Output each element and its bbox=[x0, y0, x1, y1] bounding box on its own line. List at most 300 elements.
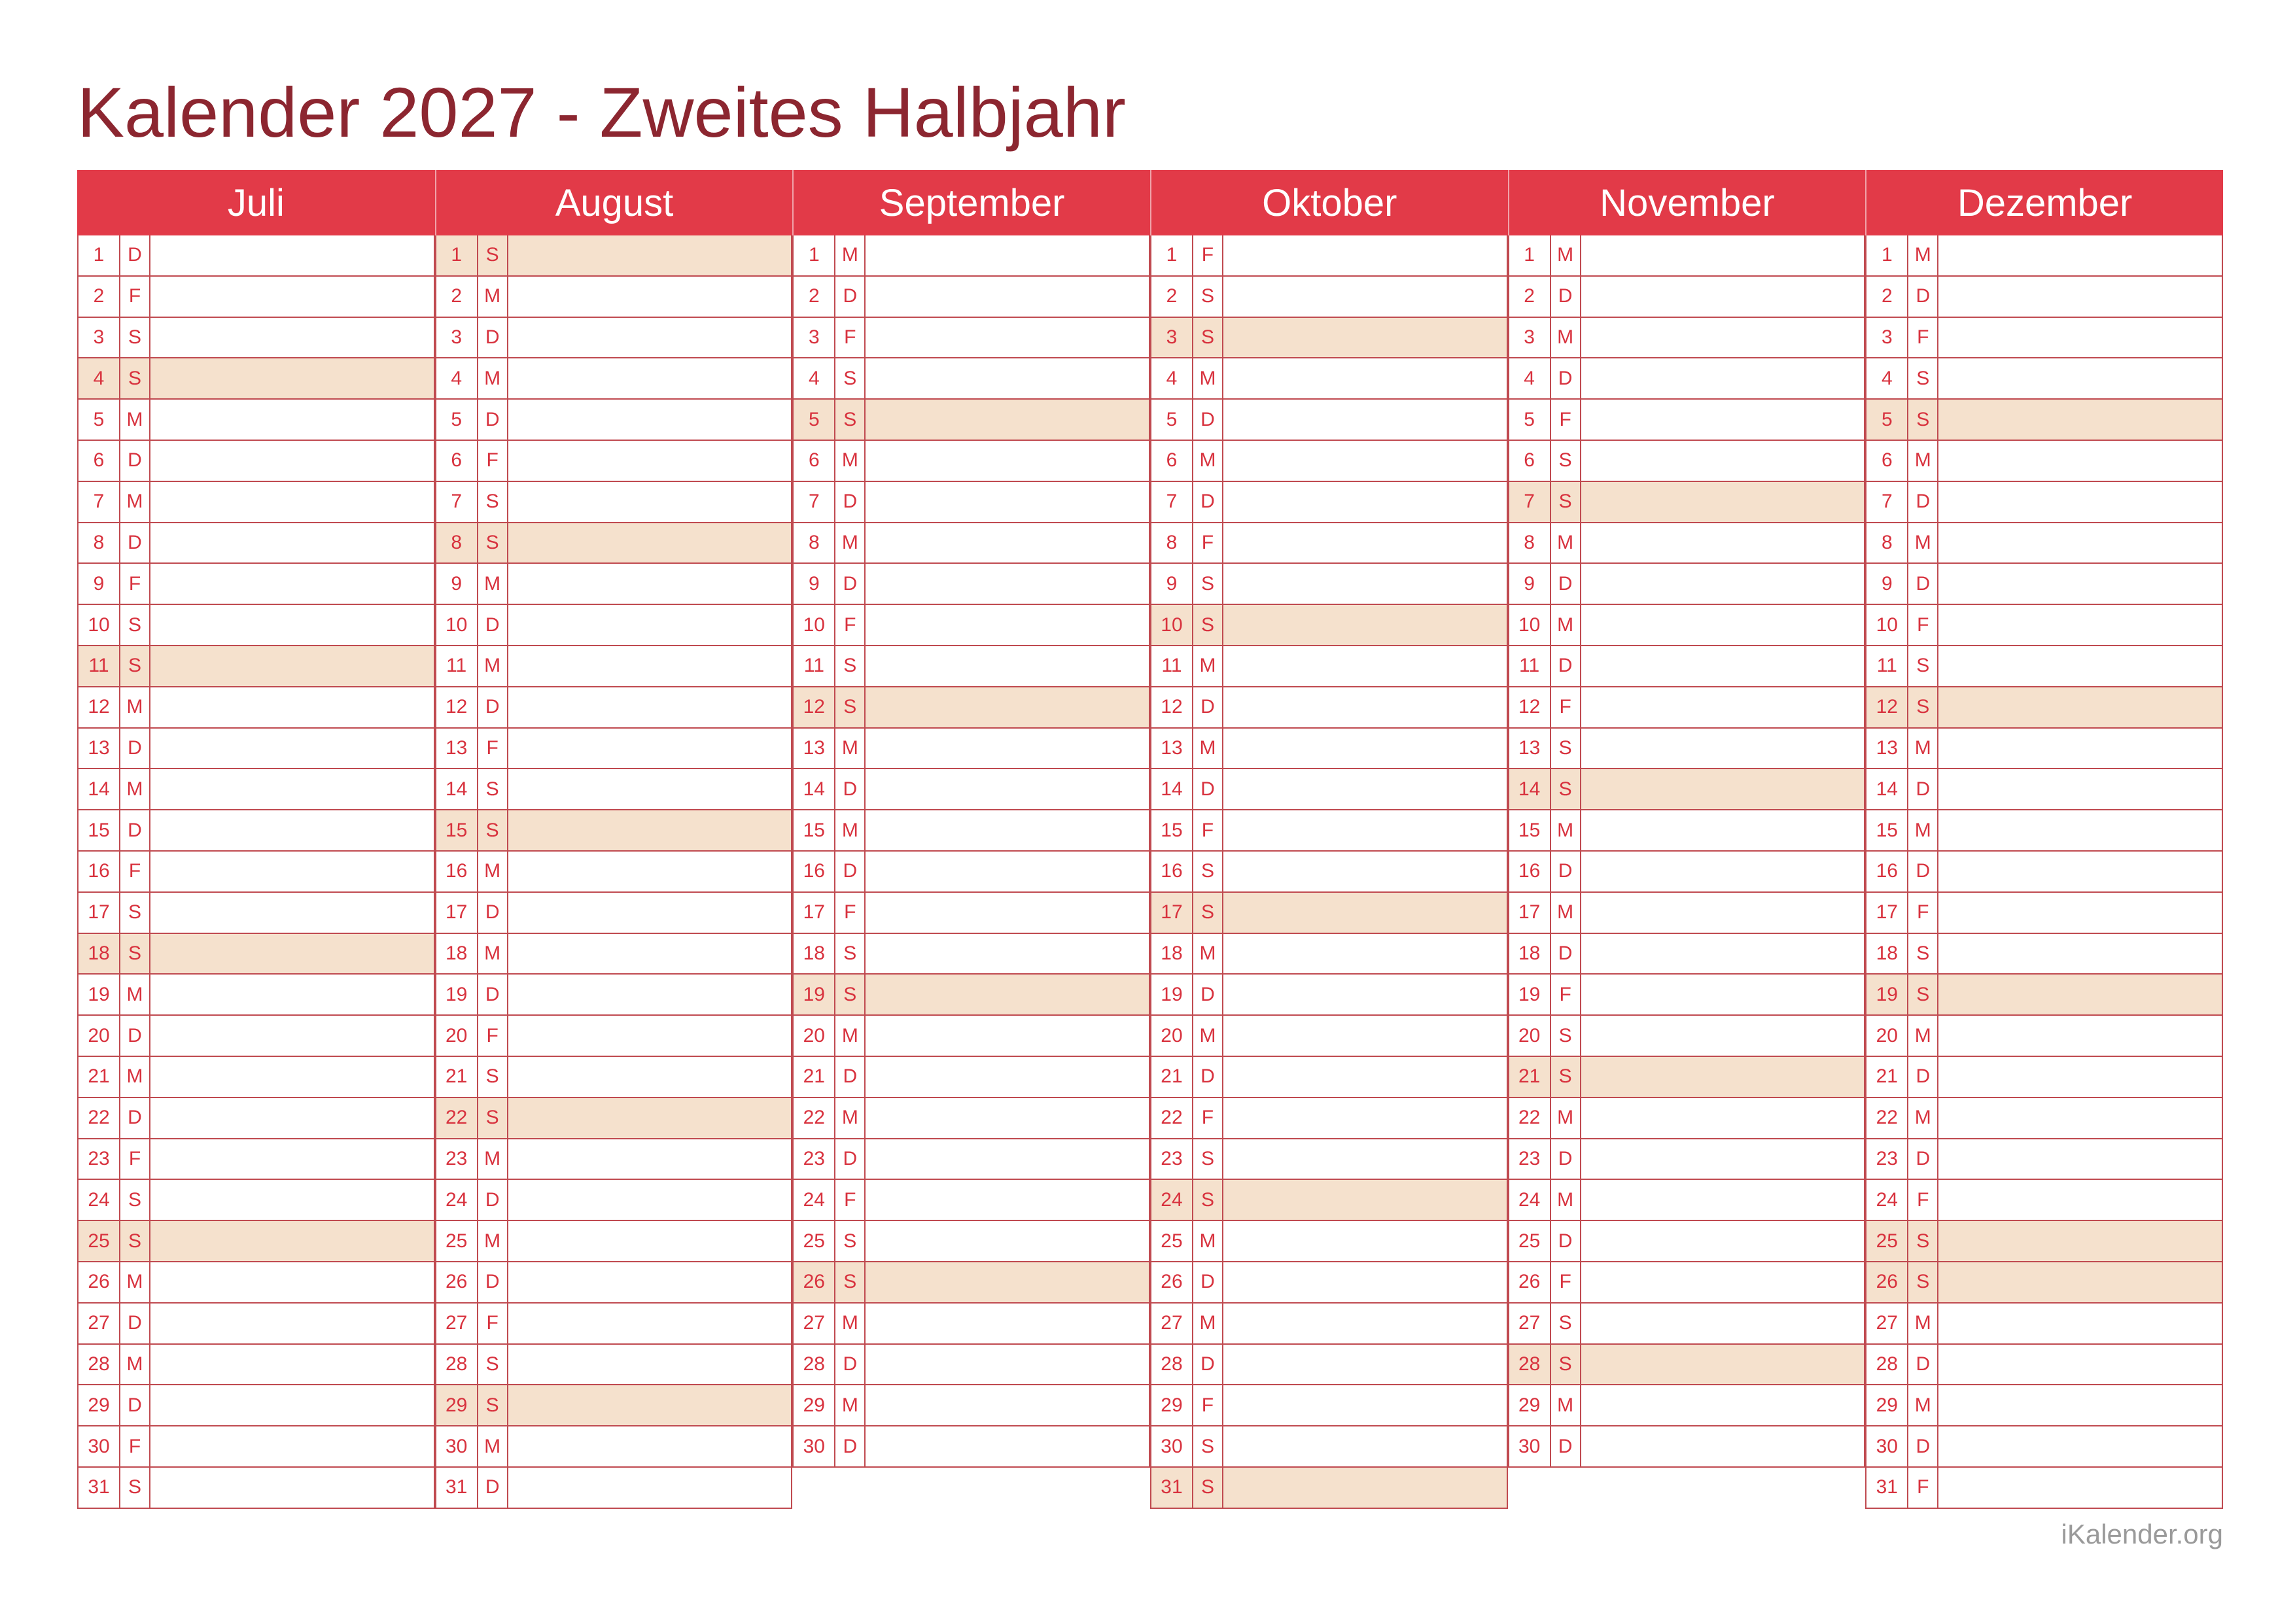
note-cell bbox=[508, 318, 792, 358]
weekday-letter: S bbox=[120, 1468, 150, 1508]
day-number: 22 bbox=[79, 1098, 120, 1138]
weekday-letter: S bbox=[1551, 769, 1581, 809]
day-row bbox=[77, 235, 435, 277]
day-number: 7 bbox=[794, 482, 835, 522]
weekday-letter: M bbox=[1551, 235, 1581, 275]
month-column bbox=[1508, 170, 1866, 1507]
weekday-letter: S bbox=[1551, 482, 1581, 522]
day-number: 15 bbox=[79, 810, 120, 850]
note-cell bbox=[150, 1426, 434, 1466]
note-cell bbox=[1223, 441, 1507, 481]
weekday-letter: S bbox=[478, 482, 508, 522]
day-number: 13 bbox=[436, 729, 478, 769]
note-cell bbox=[150, 1385, 434, 1425]
day-number: 2 bbox=[1866, 277, 1908, 317]
day-row bbox=[792, 687, 1150, 729]
day-number: 18 bbox=[1866, 934, 1908, 974]
weekday-letter: F bbox=[1193, 1098, 1223, 1138]
day-number: 8 bbox=[1866, 523, 1908, 563]
day-row bbox=[1150, 975, 1508, 1016]
weekday-letter: F bbox=[1908, 893, 1938, 933]
weekday-letter: M bbox=[1193, 934, 1223, 974]
note-cell bbox=[866, 1262, 1149, 1302]
weekday-letter: D bbox=[478, 400, 508, 440]
day-row bbox=[1150, 1180, 1508, 1221]
day-row bbox=[1508, 1426, 1866, 1468]
weekday-letter: M bbox=[1908, 441, 1938, 481]
weekday-letter: F bbox=[1193, 235, 1223, 275]
day-row bbox=[435, 1016, 793, 1057]
weekday-letter: D bbox=[120, 1098, 150, 1138]
note-cell bbox=[1938, 277, 2222, 317]
day-row bbox=[77, 358, 435, 400]
day-row bbox=[792, 318, 1150, 359]
day-row bbox=[77, 318, 435, 359]
day-row bbox=[1508, 523, 1866, 564]
note-cell bbox=[508, 1057, 792, 1097]
day-number: 11 bbox=[1866, 646, 1908, 686]
day-row bbox=[1150, 318, 1508, 359]
note-cell bbox=[508, 1098, 792, 1138]
day-number: 31 bbox=[79, 1468, 120, 1508]
day-row bbox=[792, 1426, 1150, 1468]
note-cell bbox=[1938, 1304, 2222, 1343]
day-row bbox=[1508, 605, 1866, 646]
note-cell bbox=[150, 1016, 434, 1056]
note-cell bbox=[508, 810, 792, 850]
weekday-letter: M bbox=[835, 1016, 866, 1056]
day-number: 23 bbox=[794, 1139, 835, 1179]
note-cell bbox=[1581, 852, 1865, 891]
month-header: August bbox=[435, 170, 793, 235]
note-cell bbox=[508, 1139, 792, 1179]
day-number: 6 bbox=[1151, 441, 1193, 481]
day-row bbox=[1150, 1304, 1508, 1345]
day-number: 21 bbox=[1866, 1057, 1908, 1097]
day-row bbox=[1508, 769, 1866, 810]
day-row bbox=[77, 1385, 435, 1426]
day-number: 10 bbox=[1509, 605, 1551, 645]
day-row bbox=[1508, 1057, 1866, 1098]
note-cell bbox=[150, 1304, 434, 1343]
day-row bbox=[1865, 810, 2223, 852]
day-row bbox=[435, 358, 793, 400]
note-cell bbox=[1938, 687, 2222, 727]
weekday-letter: D bbox=[1551, 646, 1581, 686]
day-row bbox=[1150, 1385, 1508, 1426]
weekday-letter: S bbox=[1908, 646, 1938, 686]
weekday-letter: M bbox=[1908, 235, 1938, 275]
note-cell bbox=[866, 277, 1149, 317]
weekday-letter: M bbox=[835, 1385, 866, 1425]
weekday-letter: S bbox=[835, 358, 866, 398]
day-number: 14 bbox=[1509, 769, 1551, 809]
day-row bbox=[77, 277, 435, 318]
weekday-letter: S bbox=[478, 235, 508, 275]
day-row bbox=[77, 1139, 435, 1181]
note-cell bbox=[1938, 893, 2222, 933]
day-row bbox=[792, 1180, 1150, 1221]
note-cell bbox=[1938, 482, 2222, 522]
note-cell bbox=[508, 523, 792, 563]
day-number: 16 bbox=[794, 852, 835, 891]
day-row bbox=[1865, 687, 2223, 729]
weekday-letter: S bbox=[835, 1221, 866, 1261]
note-cell bbox=[1581, 564, 1865, 604]
day-number: 26 bbox=[1509, 1262, 1551, 1302]
day-number: 25 bbox=[1509, 1221, 1551, 1261]
day-row bbox=[77, 934, 435, 975]
weekday-letter: D bbox=[1551, 1426, 1581, 1466]
day-number: 15 bbox=[1866, 810, 1908, 850]
note-cell bbox=[1223, 729, 1507, 769]
weekday-letter: D bbox=[478, 1468, 508, 1508]
day-row bbox=[435, 564, 793, 605]
day-row bbox=[792, 1345, 1150, 1386]
day-number: 29 bbox=[794, 1385, 835, 1425]
day-row bbox=[435, 769, 793, 810]
day-row bbox=[1150, 729, 1508, 770]
day-number: 5 bbox=[794, 400, 835, 440]
day-row bbox=[1865, 318, 2223, 359]
day-number: 20 bbox=[794, 1016, 835, 1056]
day-row bbox=[792, 400, 1150, 441]
day-number: 4 bbox=[794, 358, 835, 398]
weekday-letter: F bbox=[1551, 687, 1581, 727]
weekday-letter: F bbox=[478, 729, 508, 769]
day-row bbox=[792, 934, 1150, 975]
day-row bbox=[1508, 687, 1866, 729]
note-cell bbox=[508, 358, 792, 398]
note-cell bbox=[1581, 1304, 1865, 1343]
day-row bbox=[792, 564, 1150, 605]
weekday-letter: M bbox=[1193, 1016, 1223, 1056]
day-number: 12 bbox=[794, 687, 835, 727]
day-row bbox=[435, 687, 793, 729]
note-cell bbox=[866, 934, 1149, 974]
weekday-letter: D bbox=[1193, 769, 1223, 809]
day-number: 3 bbox=[1151, 318, 1193, 358]
weekday-letter: S bbox=[1908, 400, 1938, 440]
day-number: 20 bbox=[79, 1016, 120, 1056]
day-number: 24 bbox=[1866, 1180, 1908, 1220]
day-number: 5 bbox=[1151, 400, 1193, 440]
note-cell bbox=[866, 1304, 1149, 1343]
day-number: 15 bbox=[794, 810, 835, 850]
weekday-letter: D bbox=[120, 1385, 150, 1425]
day-row bbox=[1150, 1139, 1508, 1181]
note-cell bbox=[1938, 1057, 2222, 1097]
weekday-letter: S bbox=[1193, 852, 1223, 891]
day-number: 26 bbox=[1151, 1262, 1193, 1302]
note-cell bbox=[1938, 852, 2222, 891]
day-row bbox=[1508, 441, 1866, 482]
weekday-letter: S bbox=[835, 1262, 866, 1302]
day-row bbox=[77, 769, 435, 810]
day-number: 22 bbox=[1509, 1098, 1551, 1138]
weekday-letter: S bbox=[1551, 1304, 1581, 1343]
day-row bbox=[435, 1098, 793, 1139]
day-row bbox=[792, 605, 1150, 646]
month-column bbox=[435, 170, 793, 1507]
weekday-letter: M bbox=[1908, 729, 1938, 769]
day-row bbox=[1508, 400, 1866, 441]
weekday-letter: D bbox=[1908, 1057, 1938, 1097]
note-cell bbox=[1223, 1345, 1507, 1385]
note-cell bbox=[508, 605, 792, 645]
day-number: 20 bbox=[1151, 1016, 1193, 1056]
month-header: September bbox=[792, 170, 1150, 235]
note-cell bbox=[1581, 1345, 1865, 1385]
day-row bbox=[1150, 769, 1508, 810]
day-number: 30 bbox=[79, 1426, 120, 1466]
day-number: 8 bbox=[1509, 523, 1551, 563]
day-number: 29 bbox=[436, 1385, 478, 1425]
note-cell bbox=[1581, 1221, 1865, 1261]
note-cell bbox=[150, 235, 434, 275]
weekday-letter: S bbox=[1908, 1262, 1938, 1302]
weekday-letter: F bbox=[120, 852, 150, 891]
weekday-letter: D bbox=[1908, 769, 1938, 809]
day-row bbox=[1508, 1345, 1866, 1386]
note-cell bbox=[1938, 1016, 2222, 1056]
day-row bbox=[1150, 605, 1508, 646]
note-cell bbox=[1223, 1468, 1507, 1508]
day-number: 9 bbox=[436, 564, 478, 604]
weekday-letter: D bbox=[835, 482, 866, 522]
weekday-letter: D bbox=[478, 605, 508, 645]
day-row bbox=[1865, 1345, 2223, 1386]
weekday-letter: F bbox=[1551, 975, 1581, 1014]
weekday-letter: M bbox=[1551, 1385, 1581, 1425]
month-column bbox=[1150, 170, 1508, 1507]
note-cell bbox=[1581, 646, 1865, 686]
day-row bbox=[77, 893, 435, 934]
day-number: 10 bbox=[436, 605, 478, 645]
month-header: Dezember bbox=[1865, 170, 2223, 235]
month-header: Juli bbox=[77, 170, 435, 235]
day-number: 22 bbox=[1866, 1098, 1908, 1138]
weekday-letter: D bbox=[478, 1262, 508, 1302]
note-cell bbox=[866, 318, 1149, 358]
day-number: 14 bbox=[436, 769, 478, 809]
note-cell bbox=[150, 769, 434, 809]
day-number: 4 bbox=[79, 358, 120, 398]
day-number: 7 bbox=[1866, 482, 1908, 522]
note-cell bbox=[1938, 441, 2222, 481]
weekday-letter: M bbox=[1908, 810, 1938, 850]
note-cell bbox=[150, 1180, 434, 1220]
note-cell bbox=[508, 646, 792, 686]
day-row bbox=[77, 852, 435, 893]
day-row bbox=[1150, 482, 1508, 523]
day-row bbox=[1865, 1057, 2223, 1098]
weekday-letter: D bbox=[1193, 1345, 1223, 1385]
day-row bbox=[77, 687, 435, 729]
day-number: 13 bbox=[79, 729, 120, 769]
note-cell bbox=[1223, 235, 1507, 275]
day-number: 16 bbox=[1151, 852, 1193, 891]
weekday-letter: S bbox=[1193, 1180, 1223, 1220]
day-number: 7 bbox=[1509, 482, 1551, 522]
day-row bbox=[77, 441, 435, 482]
day-row bbox=[1865, 1426, 2223, 1468]
note-cell bbox=[1938, 318, 2222, 358]
weekday-letter: M bbox=[835, 1304, 866, 1343]
day-row bbox=[792, 1221, 1150, 1262]
day-number: 31 bbox=[1866, 1468, 1908, 1508]
day-row bbox=[77, 1262, 435, 1304]
note-cell bbox=[150, 729, 434, 769]
day-row bbox=[77, 1221, 435, 1262]
day-number: 3 bbox=[794, 318, 835, 358]
day-number: 30 bbox=[1866, 1426, 1908, 1466]
weekday-letter: M bbox=[120, 400, 150, 440]
day-number: 27 bbox=[1509, 1304, 1551, 1343]
note-cell bbox=[1581, 934, 1865, 974]
day-row bbox=[1865, 523, 2223, 564]
note-cell bbox=[1223, 893, 1507, 933]
weekday-letter: D bbox=[478, 687, 508, 727]
weekday-letter: M bbox=[1551, 318, 1581, 358]
day-number: 12 bbox=[1866, 687, 1908, 727]
weekday-letter: D bbox=[1908, 277, 1938, 317]
note-cell bbox=[1223, 1098, 1507, 1138]
day-row bbox=[1508, 1139, 1866, 1181]
day-number: 17 bbox=[436, 893, 478, 933]
day-number: 27 bbox=[1866, 1304, 1908, 1343]
note-cell bbox=[508, 1345, 792, 1385]
note-cell bbox=[508, 729, 792, 769]
day-row bbox=[1865, 646, 2223, 687]
day-number: 1 bbox=[794, 235, 835, 275]
day-number: 6 bbox=[79, 441, 120, 481]
day-number: 1 bbox=[436, 235, 478, 275]
day-number: 28 bbox=[436, 1345, 478, 1385]
note-cell bbox=[866, 1221, 1149, 1261]
weekday-letter: D bbox=[1551, 1139, 1581, 1179]
note-cell bbox=[508, 1304, 792, 1343]
note-cell bbox=[508, 1468, 792, 1508]
day-number: 26 bbox=[79, 1262, 120, 1302]
day-row bbox=[435, 1262, 793, 1304]
day-row bbox=[77, 1098, 435, 1139]
weekday-letter: M bbox=[835, 235, 866, 275]
day-row bbox=[77, 1426, 435, 1468]
weekday-letter: D bbox=[835, 1139, 866, 1179]
note-cell bbox=[508, 975, 792, 1014]
day-row bbox=[435, 400, 793, 441]
day-number: 14 bbox=[79, 769, 120, 809]
note-cell bbox=[1581, 975, 1865, 1014]
day-row bbox=[1865, 605, 2223, 646]
note-cell bbox=[1938, 810, 2222, 850]
note-cell bbox=[1581, 1098, 1865, 1138]
day-row bbox=[1150, 934, 1508, 975]
weekday-letter: M bbox=[478, 1221, 508, 1261]
day-row bbox=[1508, 482, 1866, 523]
day-row bbox=[435, 605, 793, 646]
day-row bbox=[1508, 1262, 1866, 1304]
note-cell bbox=[866, 1345, 1149, 1385]
day-row bbox=[1865, 1098, 2223, 1139]
day-row bbox=[435, 1345, 793, 1386]
day-number: 22 bbox=[794, 1098, 835, 1138]
day-number: 23 bbox=[79, 1139, 120, 1179]
day-number: 7 bbox=[79, 482, 120, 522]
day-number: 24 bbox=[794, 1180, 835, 1220]
day-row bbox=[435, 1304, 793, 1345]
day-number: 1 bbox=[1509, 235, 1551, 275]
day-row bbox=[1150, 1098, 1508, 1139]
day-row bbox=[1508, 318, 1866, 359]
day-row bbox=[1865, 1139, 2223, 1181]
weekday-letter: S bbox=[1193, 1468, 1223, 1508]
day-row bbox=[1508, 893, 1866, 934]
day-row bbox=[1865, 400, 2223, 441]
day-row bbox=[435, 482, 793, 523]
day-row bbox=[792, 1262, 1150, 1304]
note-cell bbox=[1581, 729, 1865, 769]
weekday-letter: M bbox=[1551, 1098, 1581, 1138]
day-number: 6 bbox=[436, 441, 478, 481]
day-row bbox=[77, 975, 435, 1016]
weekday-letter: D bbox=[835, 564, 866, 604]
day-row bbox=[1865, 1385, 2223, 1426]
day-number: 18 bbox=[79, 934, 120, 974]
weekday-letter: M bbox=[835, 523, 866, 563]
day-row bbox=[435, 318, 793, 359]
day-row bbox=[1150, 893, 1508, 934]
day-number: 29 bbox=[79, 1385, 120, 1425]
day-number: 17 bbox=[79, 893, 120, 933]
day-number: 11 bbox=[794, 646, 835, 686]
weekday-letter: D bbox=[1193, 1262, 1223, 1302]
note-cell bbox=[508, 1221, 792, 1261]
day-row bbox=[792, 482, 1150, 523]
weekday-letter: F bbox=[478, 1304, 508, 1343]
day-row bbox=[1508, 1385, 1866, 1426]
note-cell bbox=[1223, 646, 1507, 686]
day-row bbox=[435, 235, 793, 277]
note-cell bbox=[1223, 564, 1507, 604]
day-number: 19 bbox=[1866, 975, 1908, 1014]
weekday-letter: F bbox=[120, 1426, 150, 1466]
month-header: November bbox=[1508, 170, 1866, 235]
weekday-letter: S bbox=[1551, 1016, 1581, 1056]
day-row bbox=[77, 1304, 435, 1345]
day-number: 28 bbox=[1151, 1345, 1193, 1385]
weekday-letter: D bbox=[478, 975, 508, 1014]
day-row bbox=[1150, 1262, 1508, 1304]
weekday-letter: S bbox=[120, 605, 150, 645]
weekday-letter: D bbox=[120, 1016, 150, 1056]
weekday-letter: S bbox=[120, 318, 150, 358]
weekday-letter: M bbox=[478, 1139, 508, 1179]
day-number: 9 bbox=[1866, 564, 1908, 604]
weekday-letter: F bbox=[120, 277, 150, 317]
note-cell bbox=[866, 1385, 1149, 1425]
day-number: 21 bbox=[1509, 1057, 1551, 1097]
note-cell bbox=[866, 810, 1149, 850]
day-number: 5 bbox=[1509, 400, 1551, 440]
weekday-letter: M bbox=[478, 646, 508, 686]
day-number: 14 bbox=[1866, 769, 1908, 809]
day-number: 15 bbox=[436, 810, 478, 850]
note-cell bbox=[1938, 1385, 2222, 1425]
day-number: 9 bbox=[1509, 564, 1551, 604]
day-row bbox=[1508, 235, 1866, 277]
